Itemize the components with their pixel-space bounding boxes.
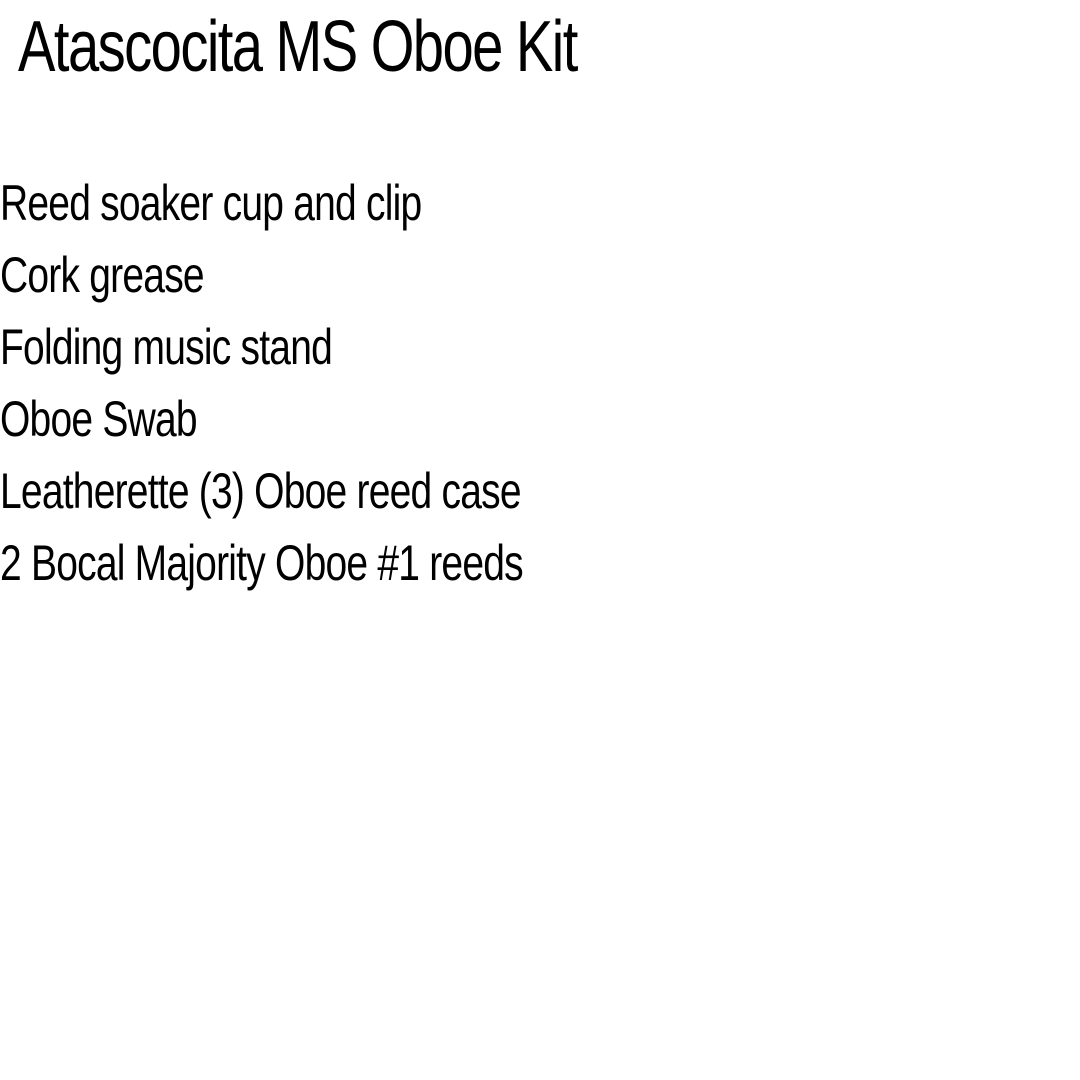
kit-item: Oboe Swab — [0, 391, 197, 447]
page-title: Atascocita MS Oboe Kit — [18, 7, 577, 87]
kit-item-list — [0, 167, 670, 599]
kit-item: Folding music stand — [0, 319, 333, 375]
kit-item: Cork grease — [0, 247, 204, 303]
kit-item: 2 Bocal Majority Oboe #1 reeds — [0, 535, 523, 591]
kit-item: Reed soaker cup and clip — [0, 175, 422, 231]
kit-item: Leatherette (3) Oboe reed case — [0, 463, 521, 519]
